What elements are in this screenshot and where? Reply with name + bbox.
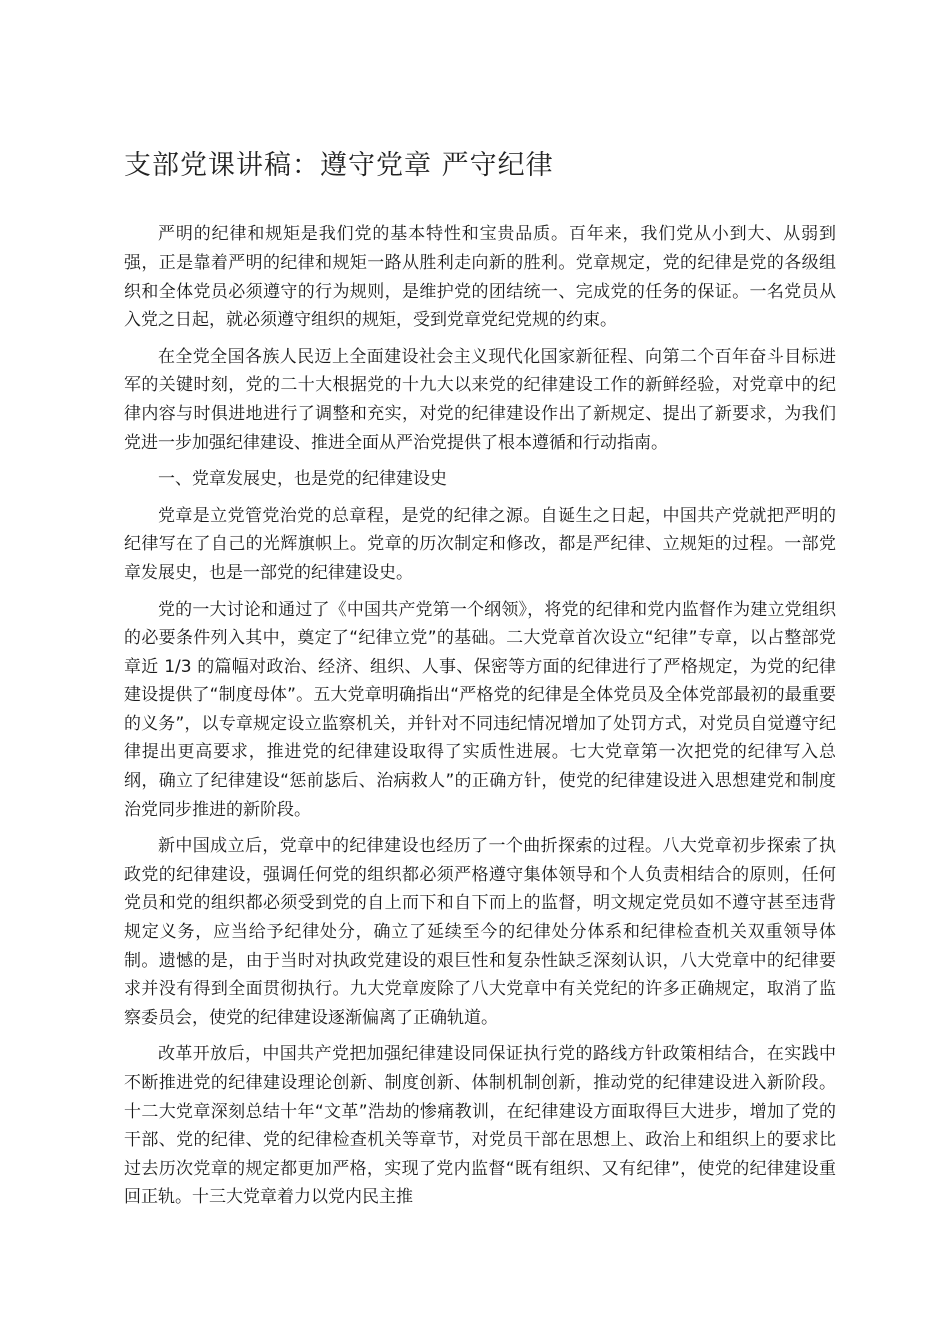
document-page <box>124 150 836 1220</box>
paragraph-intro: 严明的纪律和规矩是我们党的基本特性和宝贵品质。百年来，我们党从小到大、从弱到强，正是靠着严明的纪律和规矩一路从胜利走向新的胜利。党章规定，党的纪律是党的各级组织和全体党员必须遵守的行为规则，是维护党的团结统一、完成党的任务的保证。一名党员从入党之日起，就必须遵守组织的规矩，受到党章党纪党规的约束。 <box>124 224 836 331</box>
paragraph-charter-origin: 党章是立党管党治党的总章程，是党的纪律之源。自诞生之日起，中国共产党就把严明的纪律写在了自己的光辉旗帜上。党章的历次制定和修改，都是严纪律、立规矩的过程。一部党章发展史，也是一部党的纪律建设史。 <box>124 505 836 583</box>
section-heading-1: 一、党章发展史，也是党的纪律建设史 <box>158 469 447 490</box>
paragraph-post-1949: 新中国成立后，党章中的纪律建设也经历了一个曲折探索的过程。八大党章初步探索了执政党的纪律建设，强调任何党的组织都必须严格遵守集体领导和个人负责相结合的原则，任何党员和党的组织都必须受到党的自上而下和自下而上的监督，明文规定党员如不遵守甚至违背规定义务，应当给予纪律处分，确立了延续至今的纪律处分体系和纪律检查机关双重领导体制。遗憾的是，由于当时对执政党建设的艰巨性和复杂性缺乏深刻认识，八大党章中的纪律要求并没有得到全面贯彻执行。九大党章废除了八大党章中有关党纪的许多正确规定，取消了监察委员会，使党的纪律建设逐渐偏离了正确轨道。 <box>124 836 836 1028</box>
document-title: 支部党课讲稿：遵守党章 严守纪律 <box>124 150 554 181</box>
paragraph-context: 在全党全国各族人民迈上全面建设社会主义现代化国家新征程、向第二个百年奋斗目标进军的关键时刻，党的二十大根据党的十九大以来党的纪律建设工作的新鲜经验，对党章中的纪律内容与时俱进地进行了调整和充实，对党的纪律建设作出了新规定、提出了新要求，为我们党进一步加强纪律建设、推进全面从严治党提供了根本遵循和行动指南。 <box>124 346 836 453</box>
paragraph-early-congresses: 党的一大讨论和通过了《中国共产党第一个纲领》，将党的纪律和党内监督作为建立党组织的必要条件列入其中，奠定了“纪律立党”的基础。二大党章首次设立“纪律”专章，以占整部党章近 1/3 的篇幅对政治、经济、组织、人事、保密等方面的纪律进行了严格规定，为党的纪律建设提供了“制度母体”。五大党章明确指出“严格党的纪律是全体党员及全体党部最初的最重要的义务”，以专章规定设立监察机关，并针对不同违纪情况增加了处罚方式，对党员自觉遵守纪律提出更高要求，推进党的纪律建设取得了实质性进展。七大党章第一次把党的纪律写入总纲，确立了纪律建设“惩前毖后、治病救人”的正确方针，使党的纪律建设进入思想建党和制度治党同步推进的新阶段。 <box>124 599 836 820</box>
paragraph-reform-era: 改革开放后，中国共产党把加强纪律建设同保证执行党的路线方针政策相结合，在实践中不断推进党的纪律建设理论创新、制度创新、体制机制创新，推动党的纪律建设进入新阶段。十二大党章深刻总结十年“文革”浩劫的惨痛教训，在纪律建设方面取得巨大进步，增加了党的干部、党的纪律、党的纪律检查机关等章节，对党员干部在思想上、政治上和组织上的要求比过去历次党章的规定都更加严格，实现了党内监督“既有组织、又有纪律”，使党的纪律建设重回正轨。十三大党章着力以党内民主推 <box>124 1044 836 1208</box>
